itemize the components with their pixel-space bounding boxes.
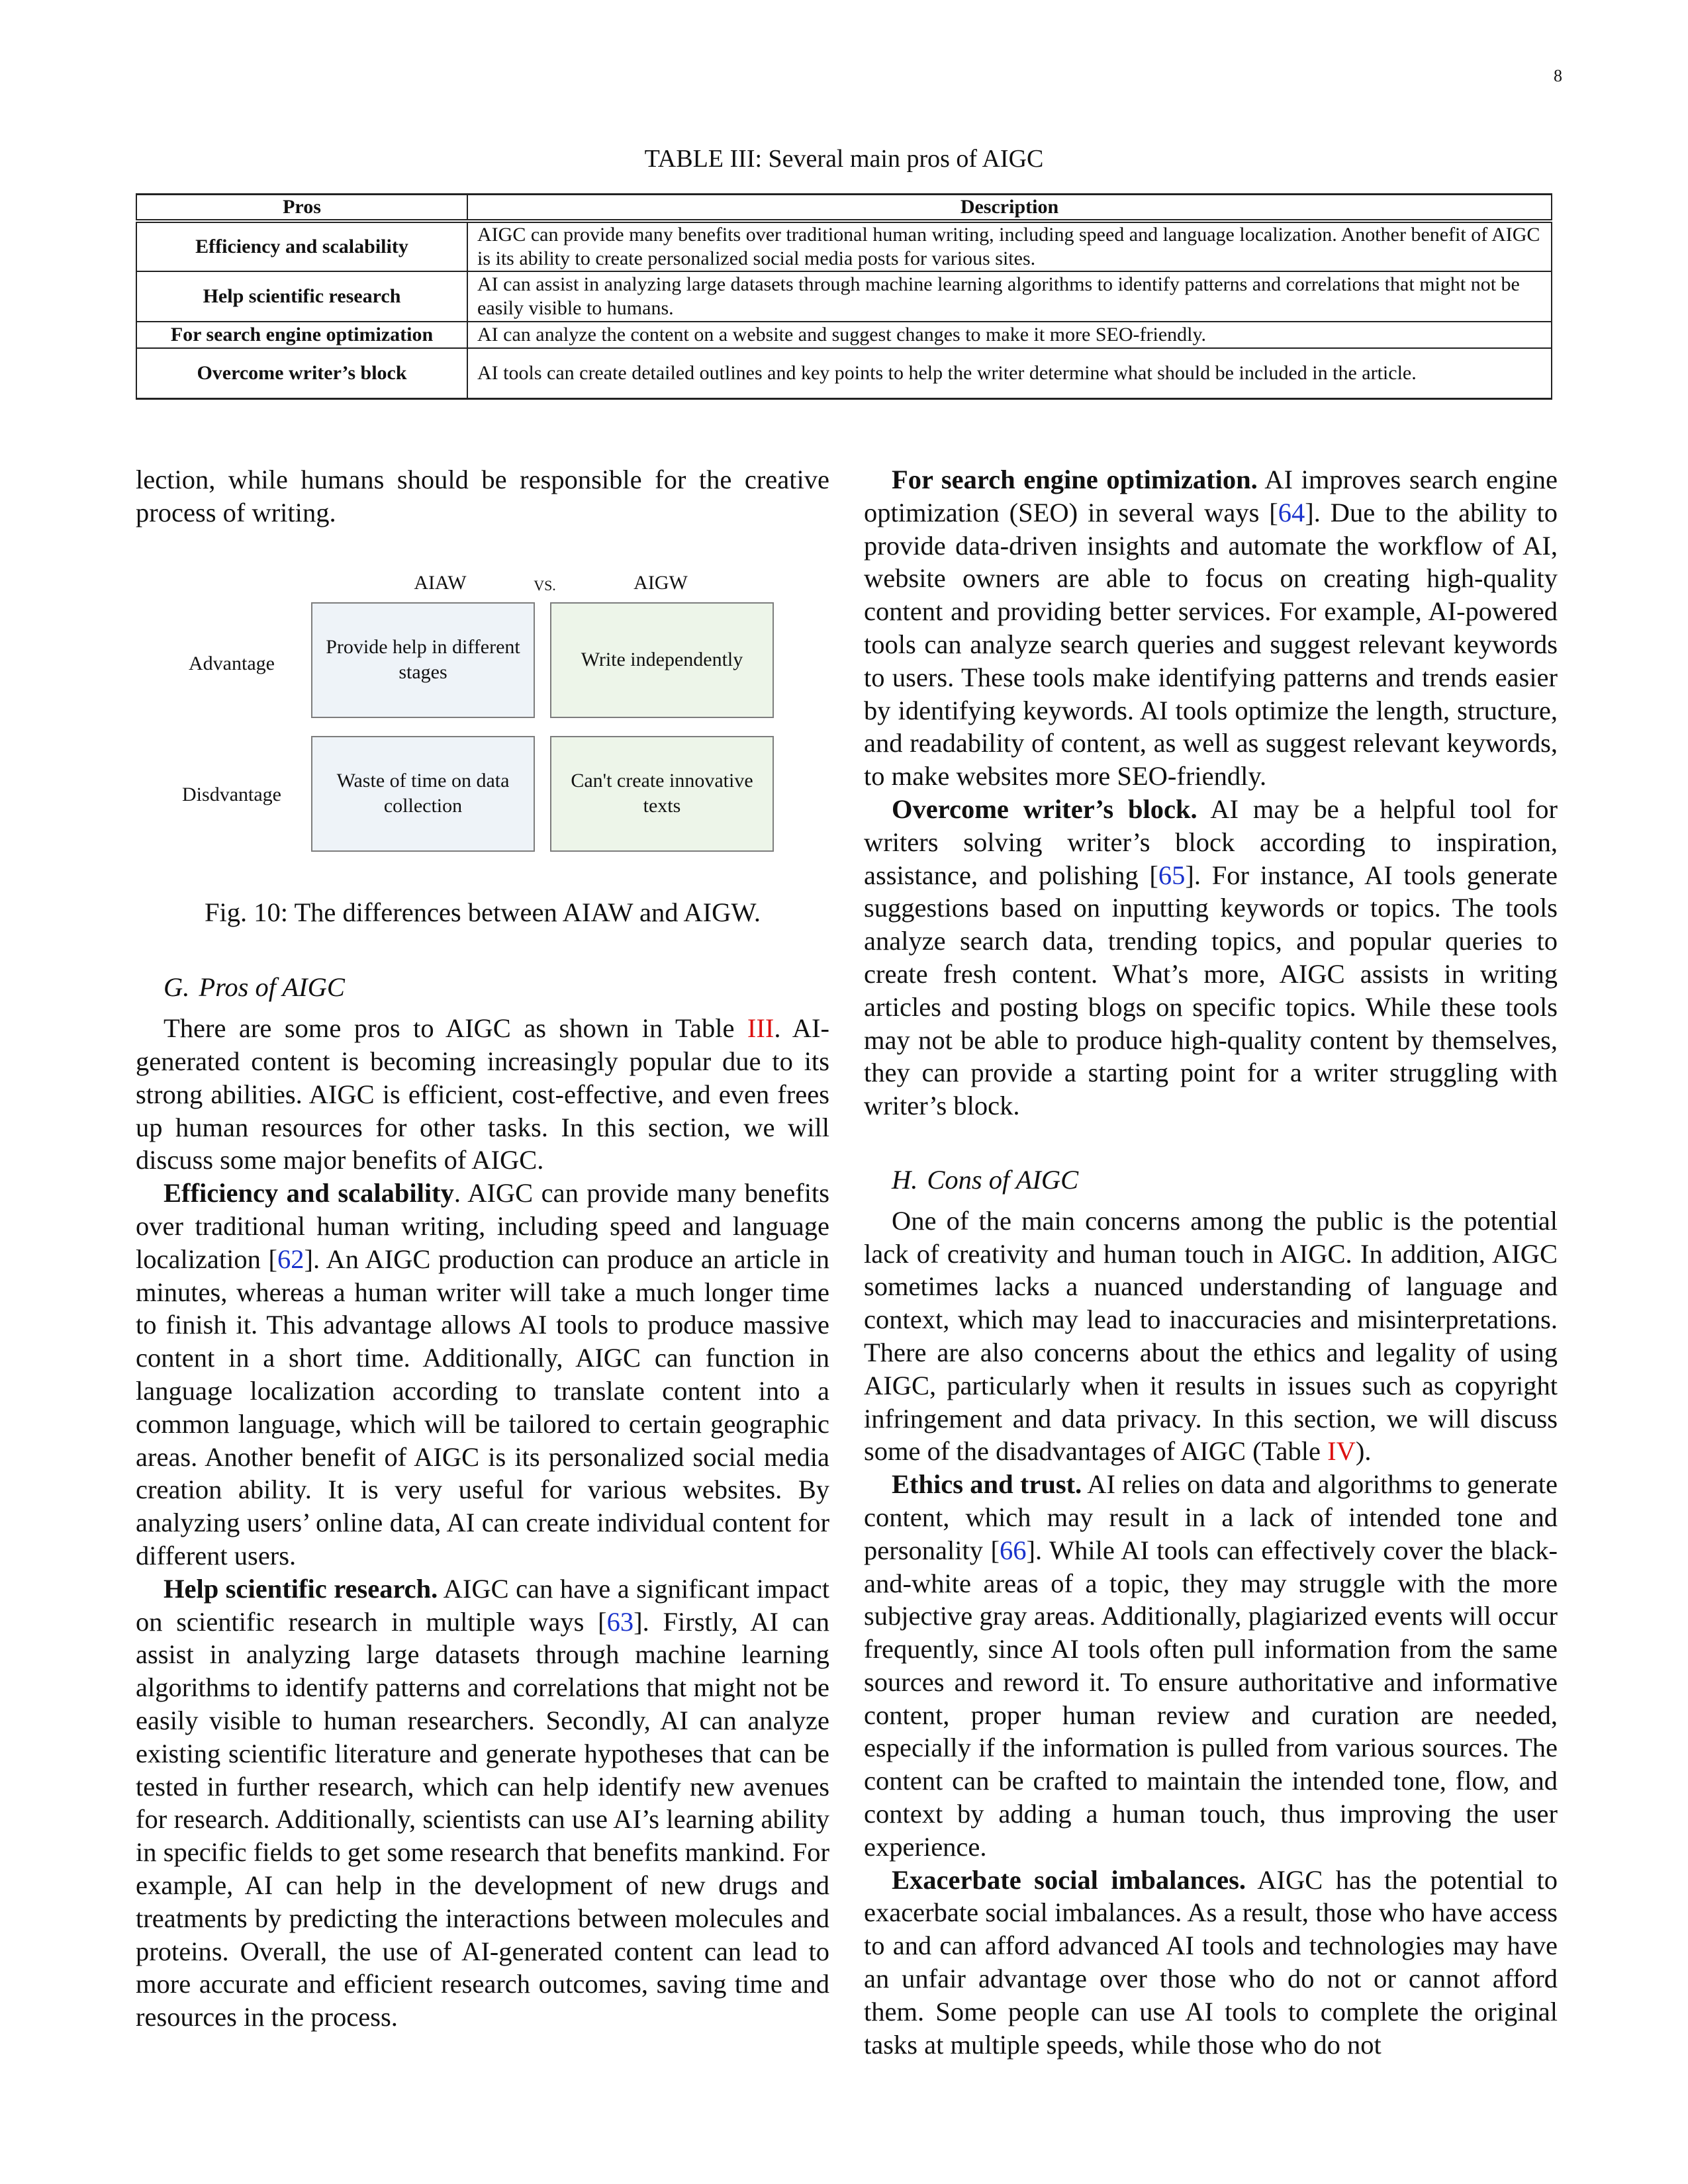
figure-box-aiaw-disadvantage: Waste of time on data collection (311, 736, 535, 852)
table-header-row (136, 195, 1552, 222)
page-number: 8 (1554, 66, 1562, 85)
section-heading-cons (864, 1163, 1558, 1197)
right-column (864, 463, 1558, 2061)
citation-link[interactable]: 65 (1158, 860, 1186, 890)
table-row (136, 348, 1552, 398)
figure-vs-label: VS. (534, 576, 556, 594)
table-cell-description: AIGC can provide many benefits over traditional human writing, including speed and language localization. Another benefit of AIGC is its ability to create personalized social media posts for various sites. (467, 221, 1552, 271)
table-row (136, 271, 1552, 322)
paragraph-ethics: Ethics and trust. AI relies on data and algorithms to generate content, which may result in a lack of intended tone and personality [66]. While AI tools can effectively cover the black-and-white areas of a topic, they may struggle with the more subjective gray areas. Additionally, plagiarized events will occur frequently, since AI tools often pull information from the same sources and reword it. To ensure authoritative and informative content, proper human review and curation are needed, especially if the information is pulled from various sources. The content can be crafted to maintain the intended tone, flow, and context by adding a human touch, thus improving the user experience. (864, 1469, 1558, 1862)
section-title: Pros of AIGC (199, 972, 345, 1003)
paragraph-heading: Help scientific research. (164, 1573, 438, 1604)
table-header-pros: Pros (136, 195, 467, 222)
table-cell-pro: For search engine optimization (136, 322, 467, 348)
figure-box-aiaw-advantage: Provide help in different stages (311, 602, 535, 718)
table-cell-description: AI tools can create detailed outlines and key points to help the writer determine what should be included in the article. (467, 348, 1552, 398)
paragraph-pros-intro: There are some pros to AIGC as shown in Table III. AI-generated content is becoming increasingly popular due to its strong abilities. AIGC is efficient, cost-effective, and even frees up human resources for other tasks. In this section, we will discuss some major benefits of AIGC. (136, 1013, 829, 1175)
table-reference[interactable]: III (747, 1013, 774, 1044)
figure-col-aiaw: AIAW (414, 571, 467, 594)
paragraph-heading: Efficiency and scalability (164, 1178, 454, 1208)
section-number: H. (892, 1164, 918, 1195)
paragraph-efficiency: Efficiency and scalability. AIGC can provide many benefits over traditional human writing, including speed and language localization [62]. An AIGC production can produce an article in minutes, whereas a human writer will take a much longer time to finish it. This advantage allows AI tools to produce massive content in a short time. Additionally, AIGC can function in language localization according to translate content into a common language, which will be tailored to certain geographic areas. Another benefit of AIGC is its personalized social media creation ability. It is very useful for various websites. By analyzing users’ online data, AI can create individual content for different users. (136, 1178, 830, 1570)
figure-row-disadvantage: Disdvantage (182, 783, 281, 805)
left-column (136, 463, 829, 2034)
paragraph-social-imbalances: Exacerbate social imbalances. AIGC has the potential to exacerbate social imbalances. As a result, those who have access to and can afford advanced AI tools and technologies may have an unfair advantage over those who do not or cannot afford them. Some people can use AI tools to complete the original tasks at multiple speeds, while those who do not (864, 1864, 1558, 2060)
figure-col-aigw: AIGW (633, 571, 688, 594)
citation-link[interactable]: 66 (999, 1535, 1027, 1565)
table-reference[interactable]: IV (1327, 1436, 1356, 1467)
table-cell-pro: Efficiency and scalability (136, 221, 467, 271)
table-caption: TABLE III: Several main pros of AIGC (644, 145, 1044, 173)
figure-box-aigw-disadvantage: Can't create innovative texts (550, 736, 774, 852)
paragraph-writers-block: Overcome writer’s block. AI may be a helpful tool for writers solving writer’s block according to inspiration, assistance, and polishing [65]. For instance, AI tools generate suggestions based on inputting keywords or topics. The tools analyze search data, trending topics, and popular queries to create fresh content. What’s more, AIGC assists in writing articles and posting blogs on specific topics. While these tools may not be able to produce high-quality content by themselves, they can provide a starting point for a writer struggling with writer’s block. (864, 794, 1558, 1121)
paragraph-heading: Exacerbate social imbalances. (892, 1864, 1246, 1895)
figure-10 (136, 543, 829, 887)
paragraph-heading: Overcome writer’s block. (892, 794, 1197, 824)
paragraph-cons-intro: One of the main concerns among the public is the potential lack of creativity and human touch in AIGC. In addition, AIGC sometimes lacks a nuanced understanding of language and context, which may lead to inaccuracies and misinterpretations. There are also concerns about the ethics and legality of using AIGC, particularly when it results in issues such as copyright infringement and data privacy. In this section, we will discuss some of the disadvantages of AIGC (Table IV). (864, 1205, 1558, 1467)
paragraph-seo: For search engine optimization. AI improves search engine optimization (SEO) in several ways [64]. Due to the ability to provide data-driven insights and automate the workflow of AI, website owners are able to focus on creating high-quality content and providing better services. For example, AI-powered tools can analyze search queries and suggest relevant keywords to users. These tools make identifying patterns and trends easier by identifying keywords. AI tools optimize the length, structure, and readability of content, as well as suggest relevant keywords, to make websites more SEO-friendly. (864, 465, 1558, 792)
paragraph-scientific-research: Help scientific research. AIGC can have a significant impact on scientific research in multiple ways [63]. Firstly, AI can assist in analyzing large datasets through machine learning algorithms to identify patterns and correlations that might not be easily visible to human researchers. Secondly, AI can analyze existing scientific literature and generate hypotheses that can be tested in further research, which can help identify new avenues for research. Additionally, scientists can use AI’s learning ability in specific fields to get some research that benefits mankind. For example, AI can help in the development of new drugs and treatments by predicting the interactions between molecules and proteins. Overall, the use of AI-generated content can lead to more accurate and efficient research outcomes, saving time and resources in the process. (136, 1573, 829, 2032)
citation-link[interactable]: 64 (1278, 497, 1305, 527)
table-cell-pro: Overcome writer’s block (136, 348, 467, 398)
figure-box-aigw-advantage: Write independently (550, 602, 774, 718)
paragraph-heading: Ethics and trust. (892, 1469, 1082, 1500)
citation-link[interactable]: 62 (277, 1244, 305, 1274)
citation-link[interactable]: 63 (606, 1606, 634, 1637)
section-title: Cons of AIGC (927, 1164, 1079, 1195)
table-cell-description: AI can assist in analyzing large datasets through machine learning algorithms to identify patterns and correlations that might not be easily visible to humans. (467, 271, 1552, 322)
figure-row-advantage: Advantage (189, 652, 275, 674)
table-header-description: Description (467, 195, 1552, 222)
section-heading-pros (136, 971, 829, 1004)
table-row (136, 322, 1552, 348)
paragraph-heading: For search engine optimization. (892, 465, 1258, 494)
table-cell-description: AI can analyze the content on a website and suggest changes to make it more SEO-friendly. (467, 322, 1552, 348)
table-row (136, 221, 1552, 271)
table-cell-pro: Help scientific research (136, 271, 467, 322)
paragraph-continuation: lection, while humans should be responsible for the creative process of writing. (136, 465, 829, 527)
figure-caption: Fig. 10: The differences between AIAW and AIGW. (205, 897, 761, 927)
section-number: G. (164, 972, 190, 1003)
pros-table (136, 193, 1552, 400)
